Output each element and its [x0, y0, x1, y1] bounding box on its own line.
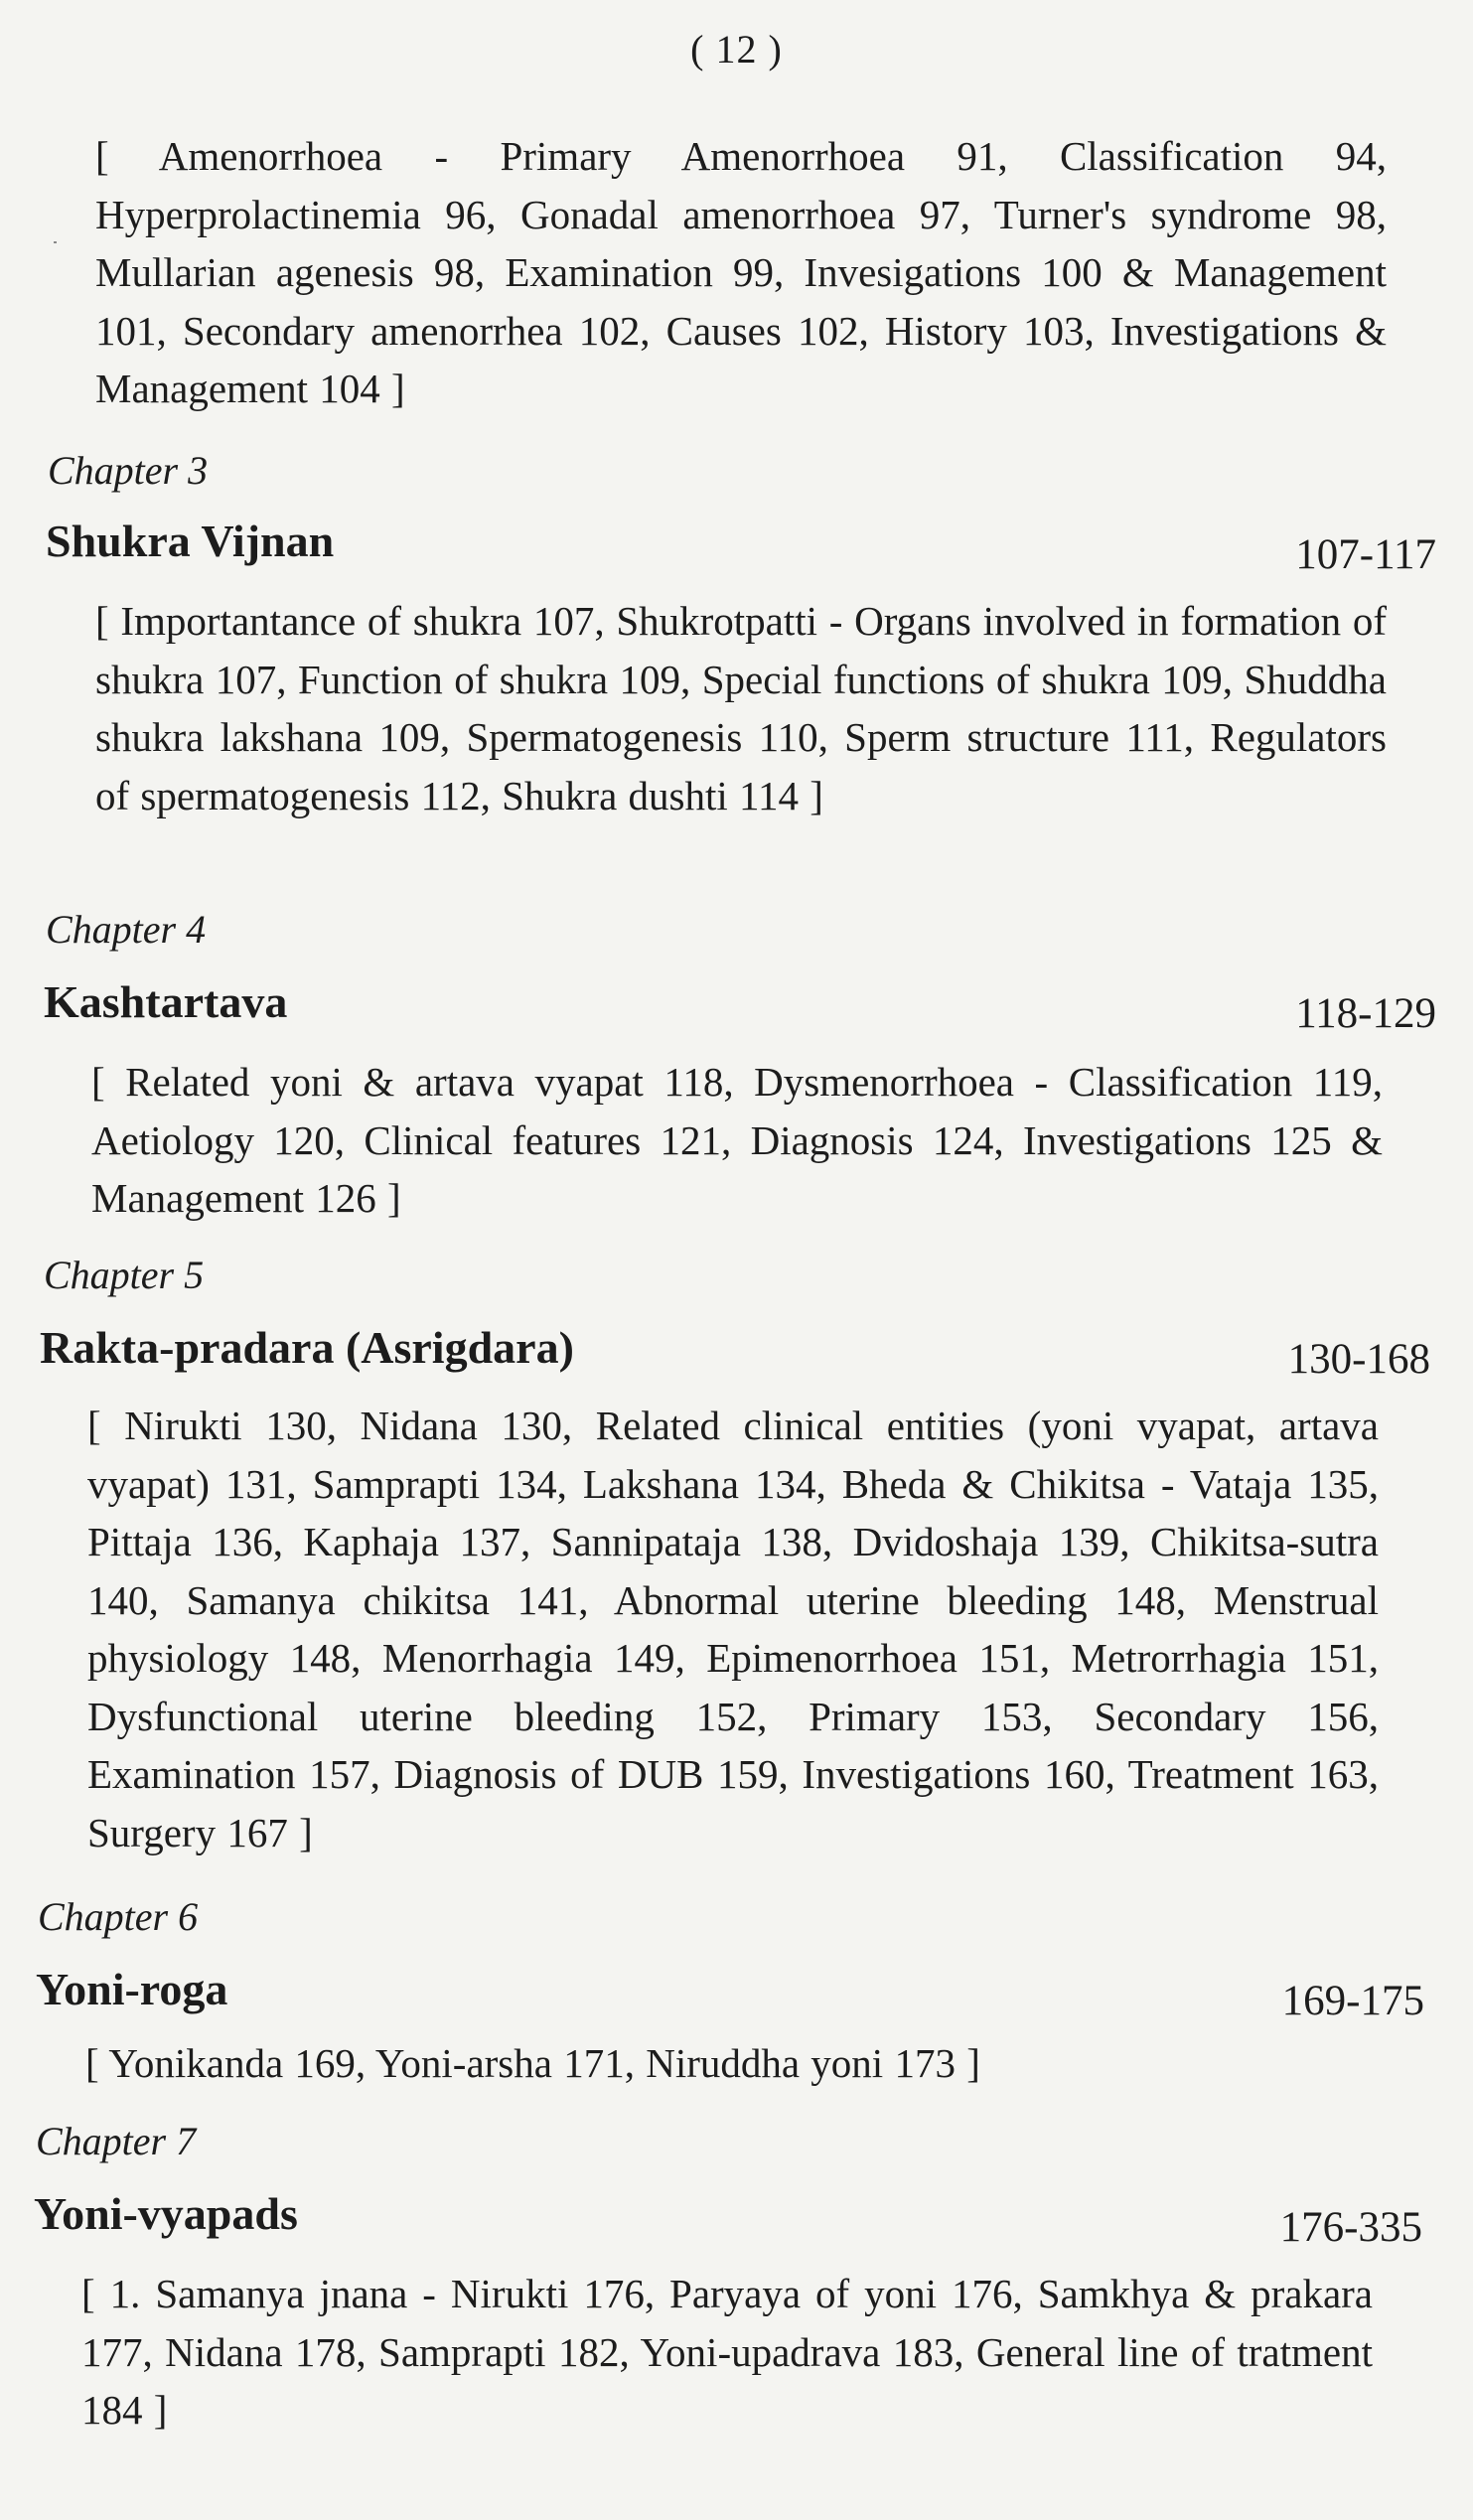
page-number: ( 12 )	[690, 27, 783, 72]
intro-summary: [ Amenorrhoea - Primary Amenorrhoea 91, Classification 94, Hyperprolactinemia 96, Gonadal amenorrhoea 97, Turner's syndrome 98, Mullarian agenesis 98, Examination 99, Invesigations 100 & Management 101, Secondary amenorrhea 102, Causes 102, History 103, Investigations & Management 104 ]	[95, 133, 1387, 411]
chapter-4-page-range: 118-129	[1295, 990, 1436, 1037]
chapter-4-label: Chapter 4	[46, 907, 207, 952]
chapter-6-summary: [ Yonikanda 169, Yoni-arsha 171, Niruddha yoni 173 ]	[85, 2040, 980, 2086]
chapter-7-page-range: 176-335	[1279, 2204, 1422, 2251]
chapter-6-title: Yoni-roga	[36, 1964, 228, 2014]
chapter-3-label: Chapter 3	[48, 448, 209, 493]
chapter-5-summary: [ Nirukti 130, Nidana 130, Related clinical entities (yoni vyapat, artava vyapat) 131, Samprapti 134, Lakshana 134, Bheda & Chikitsa - Vataja 135, Pittaja 136, Kaphaja 137, Sannipataja 138, Dvidoshaja 139, Chikitsa-sutra 140, Samanya chikitsa 141, Abnormal uterine bleeding 148, Menstrual physiology 148, Menorrhagia 149, Epimenorrhoea 151, Metrorrhagia 151, Dysfunctional uterine bleeding 152, Primary 153, Secondary 156, Examination 157, Diagnosis of DUB 159, Investigations 160, Treatment 163, Surgery 167 ]	[87, 1403, 1379, 1855]
chapter-3-title: Shukra Vijnan	[46, 516, 335, 566]
chapter-3-page-range: 107-117	[1295, 531, 1436, 578]
chapter-5-title: Rakta-pradara (Asrigdara)	[40, 1322, 574, 1373]
chapter-7-summary: [ 1. Samanya jnana - Nirukti 176, Paryaya of yoni 176, Samkhya & prakara 177, Nidana 178, Samprapti 182, Yoni-upadrava 183, General line of tratment 184 ]	[81, 2271, 1373, 2433]
chapter-6-label: Chapter 6	[38, 1894, 199, 1939]
chapter-5-page-range: 130-168	[1287, 1336, 1430, 1383]
chapter-5-label: Chapter 5	[44, 1253, 205, 1297]
scan-speck	[54, 241, 57, 243]
chapter-6-page-range: 169-175	[1281, 1978, 1424, 2024]
chapter-4-title: Kashtartava	[44, 976, 288, 1027]
chapter-4-summary: [ Related yoni & artava vyapat 118, Dysmenorrhoea - Classification 119, Aetiology 120, Clinical features 121, Diagnosis 124, Investigations 125 & Management 126 ]	[91, 1059, 1383, 1221]
chapter-3-summary: [ Importantance of shukra 107, Shukrotpatti - Organs involved in formation of shukra 107, Function of shukra 109, Special functions of shukra 109, Shuddha shukra lakshana 109, Spermatogenesis 110, Sperm structure 111, Regulators of spermatogenesis 112, Shukra dushti 114 ]	[95, 598, 1387, 818]
chapter-7-title: Yoni-vyapads	[34, 2188, 298, 2239]
chapter-7-label: Chapter 7	[36, 2119, 197, 2163]
